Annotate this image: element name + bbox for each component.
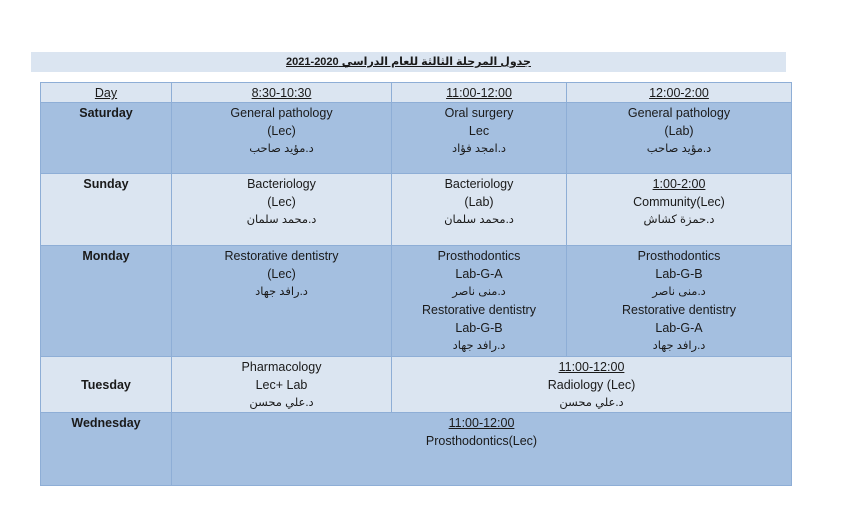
instructor-name: د.مؤيد صاحب <box>249 143 314 156</box>
time-range: 11:00-12:00 <box>448 416 515 431</box>
row-saturday <box>41 103 792 174</box>
instructor-name: د.مؤيد صاحب <box>646 143 712 156</box>
class-cell <box>567 173 792 245</box>
course-name: Radiology (Lec) <box>547 377 636 392</box>
row-sunday <box>41 173 792 245</box>
class-cell <box>172 173 392 245</box>
day-cell: Saturday <box>41 103 172 174</box>
header-slot-2: 11:00-12:00 <box>392 83 567 103</box>
class-cell <box>392 103 567 174</box>
course-name: Community(Lec) <box>633 194 725 209</box>
course-name: Bacteriology <box>444 176 514 191</box>
day-cell: Wednesday <box>41 413 172 486</box>
session-type: Lec <box>468 124 490 139</box>
lab-group: Lab-G-B <box>455 320 503 335</box>
course-name: Pharmacology <box>241 359 322 374</box>
class-cell <box>392 173 567 245</box>
class-cell <box>392 245 567 356</box>
instructor-name: د.امجد فؤاد <box>451 143 507 156</box>
time-range: 1:00-2:00 <box>652 176 706 191</box>
lab-group: Lab-G-A <box>655 320 703 335</box>
header-slot-1: 8:30-10:30 <box>172 83 392 103</box>
header-slot-3: 12:00-2:00 <box>567 83 792 103</box>
course-name: Prosthodontics(Lec) <box>425 434 538 449</box>
header-row <box>41 83 792 103</box>
instructor-name: د.منى ناصر <box>652 285 706 298</box>
course-name: Restorative dentistry <box>622 302 736 317</box>
session-type: (Lab) <box>464 194 494 209</box>
session-type: (Lec) <box>267 194 296 209</box>
course-name: Restorative dentistry <box>422 302 536 317</box>
lab-group: Lab-G-A <box>455 266 503 281</box>
class-cell <box>172 356 392 413</box>
row-wednesday <box>41 413 792 486</box>
instructor-name: د.حمزة كشاش <box>643 213 715 226</box>
class-cell <box>172 413 792 486</box>
course-name: Bacteriology <box>247 176 316 191</box>
class-cell <box>567 103 792 174</box>
day-cell: Tuesday <box>41 356 172 413</box>
course-name: General pathology <box>627 106 731 121</box>
instructor-name: د.محمد سلمان <box>444 213 514 226</box>
lab-group: Lab-G-B <box>655 266 703 281</box>
day-cell: Sunday <box>41 173 172 245</box>
day-cell: Monday <box>41 245 172 356</box>
class-cell <box>567 245 792 356</box>
schedule-title: جدول المرحلة الثالثة للعام الدراسي 2020-2021 <box>31 52 786 72</box>
course-name: Oral surgery <box>444 106 514 121</box>
row-monday <box>41 245 792 356</box>
course-name: General pathology <box>230 106 333 121</box>
instructor-name: د.محمد سلمان <box>246 213 317 226</box>
course-name: Restorative dentistry <box>224 248 339 263</box>
course-name: Prosthodontics <box>437 248 521 263</box>
instructor-name: د.رافد جهاد <box>255 285 308 298</box>
row-tuesday <box>41 356 792 413</box>
instructor-name: د.رافد جهاد <box>452 339 506 352</box>
instructor-name: د.رافد جهاد <box>652 339 706 352</box>
header-day: Day <box>41 83 172 103</box>
session-type: (Lec) <box>267 124 296 139</box>
instructor-name: د.علي محسن <box>559 396 624 409</box>
session-type: (Lab) <box>664 124 694 139</box>
instructor-name: د.علي محسن <box>249 396 314 409</box>
schedule-table <box>40 82 792 486</box>
course-name: Prosthodontics <box>637 248 721 263</box>
time-range: 11:00-12:00 <box>558 359 625 374</box>
class-cell <box>172 245 392 356</box>
instructor-name: د.منى ناصر <box>452 285 506 298</box>
session-type: (Lec) <box>267 266 296 281</box>
session-type: Lec+ Lab <box>255 377 308 392</box>
class-cell <box>392 356 792 413</box>
class-cell <box>172 103 392 174</box>
